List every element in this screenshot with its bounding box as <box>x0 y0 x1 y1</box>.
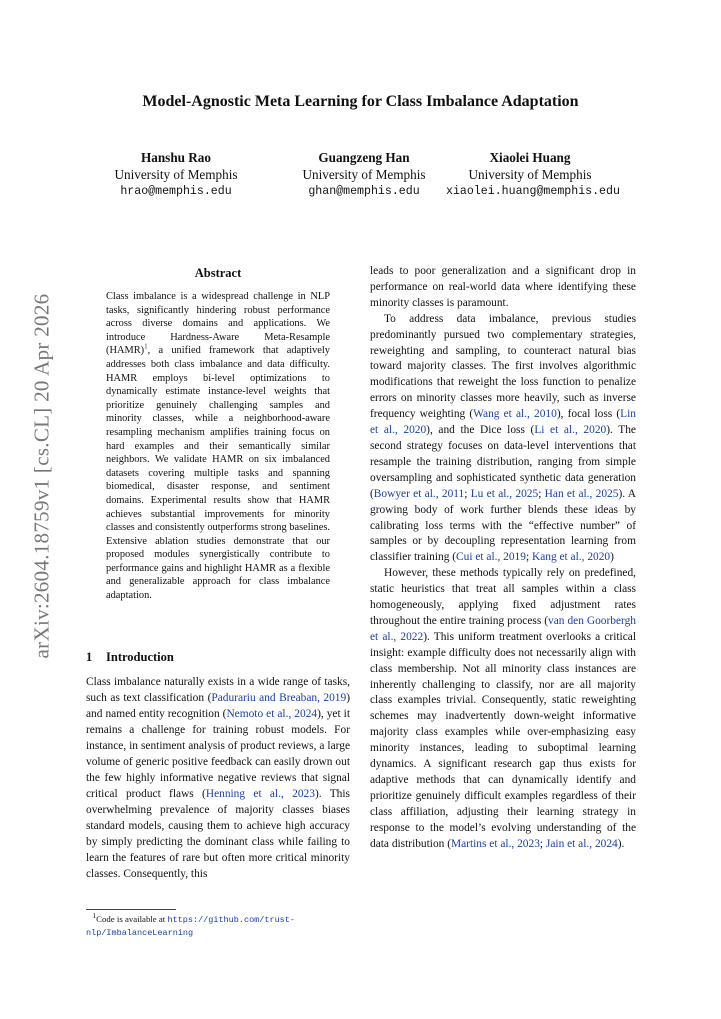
body-text: Class imbalance naturally exists in a wide range of tasks, such as text classification ( <box>86 676 350 704</box>
footnote-text: Code is available at <box>96 914 168 924</box>
author-block <box>446 149 620 200</box>
section-number: 1 <box>86 650 93 664</box>
citation-link[interactable]: Cui et al., 2019 <box>456 551 526 564</box>
author-email[interactable]: hrao@memphis.edu <box>120 185 232 198</box>
citation-link[interactable]: Martins et al., 2023 <box>451 837 540 850</box>
author-affiliation: University of Memphis <box>114 167 238 182</box>
paragraph: leads to poor generalization and a significant drop in performance on real-world data where identifying these minority classes is paramount. <box>370 265 636 309</box>
body-text: ). A growing body of work further blends these ideas by calibrating loss terms with the “effective number” of samples or by decoupling representation learning from classifier training ( <box>370 487 636 564</box>
body-text: ), and the Dice loss ( <box>426 424 535 437</box>
author-affiliation: University of Memphis <box>302 167 426 182</box>
author-email[interactable]: xiaolei.huang@memphis.edu <box>446 185 620 198</box>
citation-link[interactable]: Wang et al., 2010 <box>473 408 557 421</box>
right-column <box>370 264 636 853</box>
abstract-text: Class imbalance is a widespread challenge in NLP tasks, significantly hindering robust performance across diverse domains and applications. We introduce Hardness-Aware Meta-Resample (HAMR) <box>106 291 330 357</box>
body-text: ). This overwhelming prevalence of majority classes biases standard models, causing them to achieve high accuracy by simply predicting the dominant class while failing to learn the features of rare but often more critical minority classes. Consequently, this <box>86 788 350 880</box>
body-text: ) <box>610 551 614 564</box>
body-text: ). The second strategy focuses on data-level interventions that resample the training distribution, ranging from simple oversampling and sophisticated synthetic data generation ( <box>370 424 636 500</box>
footnote-mark: 1 <box>92 912 97 921</box>
body-text: ), yet it remains a challenge for training robust models. For instance, in sentiment analysis of product reviews, a large volume of generic positive feedback can easily drown out the few highly informative negative reviews that signal critical product flaws ( <box>86 708 350 800</box>
footnote-ref[interactable]: 1 <box>144 342 148 351</box>
paper-title: Model-Agnostic Meta Learning for Class Imbalance Adaptation <box>142 93 579 110</box>
body-text: ) and named entity recognition ( <box>86 692 350 720</box>
citation-link[interactable]: Padurariu and Breaban, 2019 <box>211 692 347 704</box>
citation-link[interactable]: Jain et al., 2024 <box>545 837 618 850</box>
footnote <box>86 913 350 939</box>
author-name: Guangzeng Han <box>318 150 410 165</box>
citation-link[interactable]: Lu et al., 2025 <box>470 487 539 500</box>
body-text: However, these methods typically rely on predefined, static heuristics that treat all samples within a class homogeneously, applying fixed adjustment rates throughout the entire training process ( <box>370 567 636 627</box>
citation-link[interactable]: van den Goorbergh et al., 2022 <box>370 614 636 643</box>
section-title: Introduction <box>106 650 174 664</box>
intro-paragraph <box>86 674 350 882</box>
author-affiliation: University of Memphis <box>468 167 592 182</box>
abstract-heading: Abstract <box>194 266 242 280</box>
body-text: ; <box>539 837 546 850</box>
citation-link[interactable]: Bowyer et al., 2011 <box>373 487 465 500</box>
author-name: Hanshu Rao <box>141 150 211 165</box>
body-text: ). This uniform treatment overlooks a critical insight: example difficulty does not necessarily align with class membership. Not all minority class instances are inherently challenging to classify, nor are all majority class examples trivial. Consequently, static reweighting schemes may inadvertently down-weight informative majority class examples while over-emphasizing easy minority instances, leading to suboptimal learning dynamics. A significant research gap thus exists for adaptive methods that can dynamically identify and prioritize genuinely difficult examples regardless of their class affiliation, adjusting their learning strategy in response to the model’s evolving understanding of the data distribution ( <box>370 630 636 850</box>
body-text: ). <box>617 837 625 850</box>
citation-link[interactable]: Henning et al., 2023 <box>205 788 315 800</box>
body-text: ; <box>538 487 545 500</box>
author-block <box>92 149 260 200</box>
section-heading <box>86 650 174 665</box>
author-name: Xiaolei Huang <box>489 150 571 165</box>
abstract-body <box>106 290 330 603</box>
paragraph <box>370 312 636 567</box>
author-email[interactable]: ghan@memphis.edu <box>308 185 420 198</box>
body-text: ), focal loss ( <box>556 408 621 421</box>
footnote-url[interactable]: https://github.com/trust-nlp/ImbalanceLearning <box>86 915 295 938</box>
body-text: ; <box>464 487 471 500</box>
footnote-rule <box>86 909 176 910</box>
citation-link[interactable]: Kang et al., 2020 <box>531 551 611 564</box>
citation-link[interactable]: Han et al., 2025 <box>544 487 619 500</box>
abstract-text: , a unified framework that adaptively addresses both class imbalance and data difficulty. HAMR employs bi-level optimizations to dynamically estimate instance-level weights that prioritize genuinely challenging samples and minority classes, while a neighborhood-aware resampling mechanism amplifies training focus on hard examples and their semantically similar neighbors. We validate HAMR on six imbalanced datasets covering multiple tasks and spanning biomedical, disaster response, and sentiment domains. Experimental results show that HAMR achieves substantial improvements for minority classes and consistently outperforms strong baselines. Extensive ablation studies demonstrate that our proposed modules synergistically contribute to performance gains and highlight HAMR as a flexible and generalizable approach for class imbalance adaptation. <box>106 345 330 602</box>
citation-link[interactable]: Lin et al., 2020 <box>370 408 636 437</box>
author-block <box>280 149 448 200</box>
arxiv-stamp: arXiv:2604.18759v1 [cs.CL] 20 Apr 2026 <box>29 293 54 659</box>
citation-link[interactable]: Li et al., 2020 <box>534 424 607 437</box>
paragraph <box>370 566 636 852</box>
body-text: ; <box>525 551 532 564</box>
body-text: To address data imbalance, previous studies predominantly pursued two complementary strategies, reweighting and sampling, to counteract natural bias toward majority classes. The first involves algorithmic modifications that reweight the loss function to penalize errors on minority classes more heavily, such as inverse frequency weighting ( <box>370 312 636 421</box>
citation-link[interactable]: Nemoto et al., 2024 <box>226 708 318 720</box>
